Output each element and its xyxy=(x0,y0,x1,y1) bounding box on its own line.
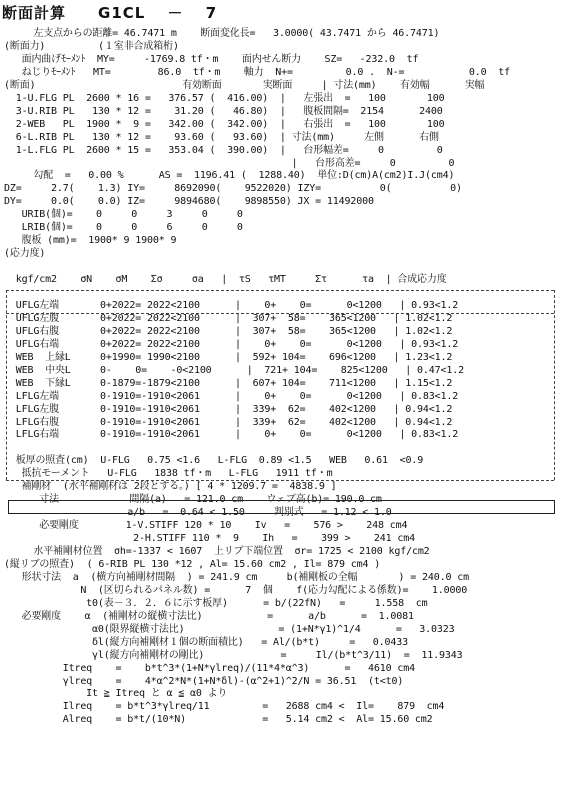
calc-line: 補剛材 (水平補剛材は 2段とする。) [ 4 * 1209.7 = 4838.9 ] xyxy=(4,481,337,493)
calc-line: kgf/cm2 σN σM Σσ σa | τS τMT Στ τa | 合成応力度 xyxy=(4,274,447,286)
calc-line: t0(表－３．２．６に示す板厚) = b/(22fN) = 1.558 cm xyxy=(4,597,428,609)
calc-line: α0(限界縦横寸法比) = (1+N*γ1)^1/4 = 3.0323 xyxy=(4,623,455,635)
calc-line: DZ= 2.7( 1.3) IY= 8692090( 9522020) IZY= 0( 0) xyxy=(4,183,462,195)
calc-line: WEB 下縁L 0-1879=-1879<2100 | 607+ 104= 711<1200 | 1.15<1.2 xyxy=(4,377,453,389)
calc-line: 6-L.RIB PL 130 * 12 = 93.60 ( 93.60) | 寸法(mm) 左側 右側 xyxy=(4,131,439,143)
calc-line: 1-U.FLG PL 2600 * 16 = 376.57 ( 416.00) | 左張出 = 100 100 xyxy=(4,92,445,104)
calc-line: (縦リブの照査) ( 6-RIB PL 130 *12 , Al= 15.60 cm2 , Il= 879 cm4 ) xyxy=(4,558,381,570)
calc-line: (応力度) xyxy=(4,248,46,260)
plate-thickness-box xyxy=(8,500,555,514)
calc-line: (断面力) (１室非合成箱桁) xyxy=(4,40,179,52)
calc-line: 腹板 (mm)= 1900* 9 1900* 9 xyxy=(4,235,177,247)
calc-line: ねじりﾓｰﾒﾝﾄ MT= 86.0 tf・m 軸力 N+= 0.0 . N-= 0.0 tf xyxy=(4,66,511,78)
stress-table-header-rule xyxy=(6,313,554,314)
calc-line: 2-WEB PL 1900 * 9 = 342.00 ( 342.00) | 右張出 = 100 100 xyxy=(4,118,445,130)
calc-line: 形状寸法 a (横方向補剛材間隔 ) = 241.9 cm b(補剛板の全幅 ) = 240.0 cm xyxy=(4,571,469,583)
stress-table-right-border xyxy=(554,290,555,480)
calc-line: N (区切られるパネル数) = 7 個 f(応力勾配による係数)= 1.0000 xyxy=(4,584,468,596)
calc-line: DY= 0.0( 0.0) IZ= 9894680( 9898550) JX = 11492000 xyxy=(4,196,374,208)
calc-line: (断面) 有効断面 実断面 | 寸法(mm) 有効幅 実幅 xyxy=(4,79,485,91)
calc-line: 水平補剛材位置 σh=-1337 < 1607 上リブ下端位置 σr= 1725 < 2100 kgf/cm2 xyxy=(4,546,430,557)
calc-line: Itreq = b*t^3*(1+N*γlreq)/(11*4*α^3) = 4610 cm4 xyxy=(4,662,415,674)
calc-line: 寸法 間隔(a) = 121.0 cm ウェブ高(b)= 190.0 cm xyxy=(4,494,382,506)
stress-table-left-border xyxy=(6,290,7,480)
calc-line: It ≧ Itreq と α ≦ α0 より xyxy=(4,688,228,700)
stress-table-bottom-border xyxy=(6,480,554,481)
calc-line: a/b = 0.64 < 1.50 判別式 = 1.12 < 1.0 xyxy=(4,507,392,519)
calc-line: 勾配 = 0.00 % AS = 1196.41 ( 1288.40) 単位:D(cm)A(cm2)I.J(cm4) xyxy=(4,170,455,182)
calc-line: 2-H.STIFF 110 * 9 Ih = 399 > 241 cm4 xyxy=(4,533,415,545)
calc-line: 必要剛度 α (補剛材の縦横寸法比) = a/b = 1.0081 xyxy=(4,610,414,622)
calc-line: γlreq = 4*α^2*N*(1+N*δl)-(α^2+1)^2/N = 36.51 (t<t0) xyxy=(4,675,404,687)
calc-line: | 台形高差= 0 0 xyxy=(4,157,455,169)
stress-table-top-border xyxy=(6,290,554,291)
calc-line: Ilreq = b*t^3*γlreq/11 = 2688 cm4 < Il= 879 cm4 xyxy=(4,701,445,713)
calc-line: 抵抗モーメント U-FLG 1838 tf・m L-FLG 1911 tf・m xyxy=(4,468,333,480)
calc-line: UFLG右腹 0+2022= 2022<2100 | 307+ 58= 365<1200 | 1.02<1.2 xyxy=(4,325,453,337)
calc-line: UFLG左腹 0+2022= 2022<2100 | 307+ 58= 365<1200 | 1.02<1.2 xyxy=(4,312,453,324)
page-title: 断面計算 G1CL － 7 xyxy=(2,4,218,22)
calc-line: 1-L.FLG PL 2600 * 15 = 353.04 ( 390.00) | 台形幅差= 0 0 xyxy=(4,144,443,156)
calc-line: 面内曲げﾓｰﾒﾝﾄ MY= -1769.8 tf・m 面内せん断力 SZ= -232.0 tf xyxy=(4,53,419,65)
calc-line: δl(縦方向補剛材１個の断面積比) = Al/(b*t) = 0.0433 xyxy=(4,636,408,648)
calc-line: γl(縦方向補剛材の剛比) = Il/(b*t^3/11) = 11.9343 xyxy=(4,649,463,661)
calc-line: LFLG左端 0-1910=-1910<2061 | 0+ 0= 0<1200 | 0.83<1.2 xyxy=(4,390,459,402)
calc-line: WEB 上縁L 0+1990= 1990<2100 | 592+ 104= 696<1200 | 1.23<1.2 xyxy=(4,351,453,363)
calc-line: UFLG右端 0+2022= 2022<2100 | 0+ 0= 0<1200 | 0.93<1.2 xyxy=(4,338,459,350)
calc-line: Alreq = b*t/(10*N) = 5.14 cm2 < Al= 15.60 cm2 xyxy=(4,714,433,726)
calc-line: LRIB(個)= 0 0 6 0 0 xyxy=(4,222,243,234)
calc-line: 必要剛度 1-V.STIFF 120 * 10 Iv = 576 > 248 cm4 xyxy=(4,520,408,532)
calc-line: LFLG左腹 0-1910=-1910<2061 | 339+ 62= 402<1200 | 0.94<1.2 xyxy=(4,403,453,415)
calc-line: UFLG左端 0+2022= 2022<2100 | 0+ 0= 0<1200 | 0.93<1.2 xyxy=(4,299,459,311)
calc-line: 左支点からの距離= 46.7471 m 断面変化長= 3.0000( 43.7471 から 46.7471) xyxy=(4,28,440,39)
calc-line: URIB(個)= 0 0 3 0 0 xyxy=(4,209,243,221)
calc-line: LFLG右腹 0-1910=-1910<2061 | 339+ 62= 402<1200 | 0.94<1.2 xyxy=(4,416,453,428)
calc-line: 3-U.RIB PL 130 * 12 = 31.20 ( 46.80) | 腹板間隔= 2154 2400 xyxy=(4,105,443,117)
calc-line: WEB 中央L 0- 0= -0<2100 | 721+ 104= 825<1200 | 0.47<1.2 xyxy=(4,364,464,376)
calc-line: 板厚の照査(cm) U-FLG 0.75 <1.6 L-FLG 0.89 <1.5 WEB 0.61 <0.9 xyxy=(4,455,424,467)
calc-line: LFLG右端 0-1910=-1910<2061 | 0+ 0= 0<1200 | 0.83<1.2 xyxy=(4,429,459,441)
